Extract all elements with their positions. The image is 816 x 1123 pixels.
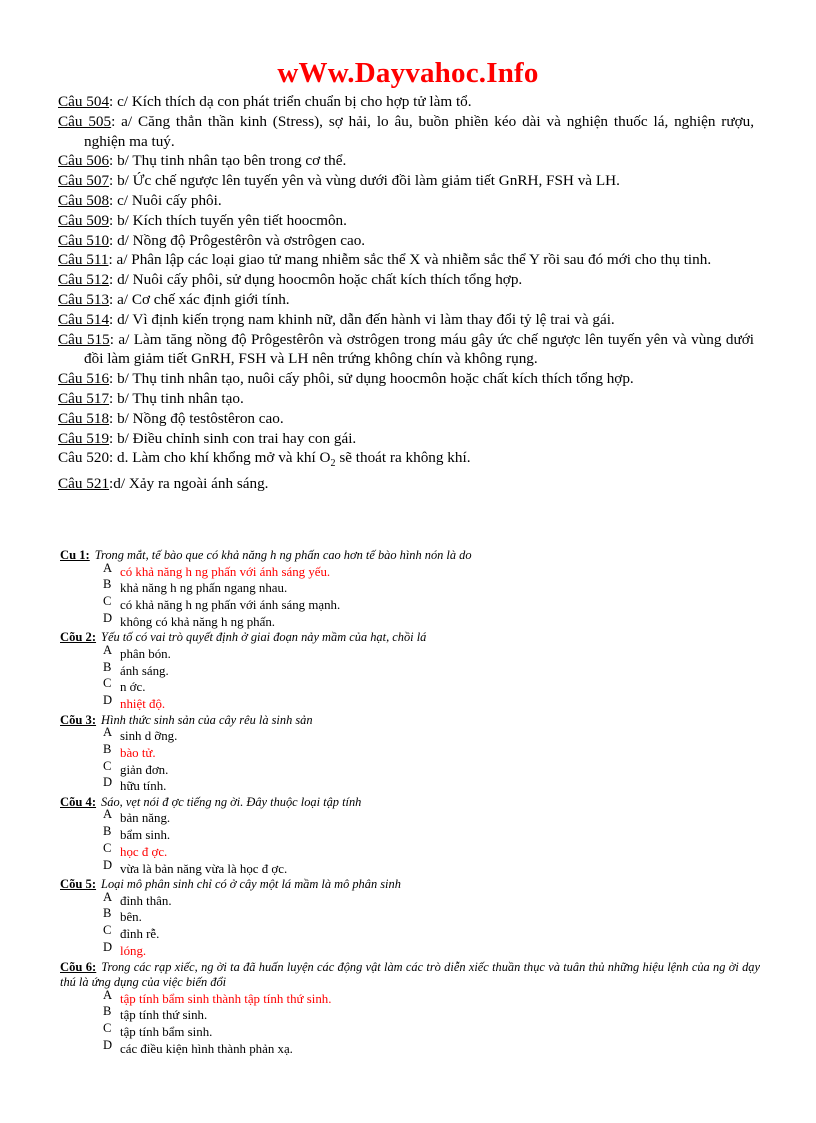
answer-item [58, 330, 754, 370]
option-text: đỉnh rễ. [120, 927, 160, 942]
answer-option [60, 923, 760, 943]
answer-key [58, 92, 754, 494]
answer-option [60, 1037, 760, 1058]
quiz-question [60, 795, 760, 877]
option-text: tập tính bẩm sinh thành tập tính thứ sinh. [120, 991, 332, 1006]
quiz-section [60, 548, 760, 1057]
answer-option [60, 610, 760, 631]
answer-item [58, 112, 754, 152]
option-text: n ớc. [120, 680, 146, 695]
answer-number: Câu 506 [58, 152, 110, 170]
option-text: các điều kiện hình thành phản xạ. [120, 1041, 293, 1056]
answer-text: : b/ Ức chế ngược lên tuyến yên và vùng dưới đồi làm giảm tiết GnRH, FSH và LH. [109, 172, 620, 190]
answer-number: Câu 514 [58, 310, 110, 328]
option-letter: A [103, 807, 113, 822]
answer-option [60, 741, 760, 762]
option-text: không có khả năng h ng phấn. [120, 614, 276, 629]
answer-number: Câu 507 [58, 172, 110, 190]
answer-option [60, 1004, 760, 1024]
answer-option [60, 939, 760, 960]
answer-option [60, 906, 760, 926]
answer-text: : c/ Nuôi cấy phôi. [109, 191, 222, 209]
answer-text: : b/ Thụ tinh nhân tạo bên trong cơ thể. [109, 152, 347, 170]
site-title: wWw.Dayvahoc.Info [277, 57, 539, 89]
option-letter: D [103, 857, 113, 872]
answer-item [58, 92, 754, 112]
option-text: nhiệt độ. [120, 696, 166, 711]
quiz-question [60, 548, 760, 630]
answer-text: : b/ Kích thích tuyến yên tiết hoocmôn. [109, 211, 347, 229]
answer-number: Câu 510 [58, 231, 110, 249]
answer-number: Câu 511 [58, 251, 109, 269]
quiz-question [60, 630, 760, 712]
answer-text: : b/ Nồng độ testôstêron cao. [109, 409, 284, 427]
answer-number: Câu 504 [58, 93, 110, 110]
question-text: Trong mắt, tế bào que có khả năng h ng phấn cao hơn tế bào hình nón là do [94, 548, 472, 562]
option-letter: C [103, 923, 112, 938]
answer-option [60, 725, 760, 745]
answer-item [58, 231, 754, 251]
option-text: bản năng. [120, 811, 171, 826]
question-label: Cu 1: [60, 548, 90, 562]
option-letter: D [103, 939, 113, 954]
option-text: vừa là bản năng vừa là học đ ợc. [120, 861, 288, 876]
question-label: Cõu 3: [60, 712, 97, 727]
question-text: Yếu tố có vai trò quyết định ở giai đoạn nảy mầm của hạt, chồi lá [101, 630, 427, 645]
option-letter: C [103, 593, 112, 608]
option-letter: A [103, 987, 113, 1002]
answer-text: : d/ Nồng độ Prôgestêrôn và ơstrôgen cao. [109, 231, 366, 249]
question-header [60, 877, 760, 893]
answer-number: Câu 509 [58, 211, 110, 229]
answer-item [58, 369, 754, 389]
answer-option [60, 775, 760, 795]
quiz-question [60, 960, 760, 1058]
option-text: có khả năng h ng phấn với ánh sáng yếu. [120, 564, 331, 579]
option-letter: A [103, 560, 113, 575]
option-text: bẩm sinh. [120, 828, 171, 843]
option-text: bên. [120, 910, 142, 925]
answer-text: : b/ Điều chỉnh sinh con trai hay con gái. [109, 429, 357, 447]
answer-text: : b/ Thụ tinh nhân tạo, nuôi cấy phôi, sử dụng hoocmôn hoặc chất kích thích tổng hợp. [109, 370, 634, 388]
option-letter: D [103, 1037, 113, 1052]
answer-item [58, 310, 754, 330]
option-text: hữu tính. [120, 779, 167, 794]
answer-text: : a/ Làm tăng nồng độ Prôgestêrôn và ơstrôgen trong máu gây ức chế ngược lên tuyến yên và vùng dưới đồi làm giảm tiết GnRH, FSH và LH nên trứng không chín và không rụng. [84, 330, 755, 368]
answer-option [60, 692, 760, 713]
option-letter: B [103, 1004, 112, 1019]
option-text: lóng. [120, 943, 147, 958]
answer-item [58, 211, 754, 231]
option-text: đỉnh thân. [120, 893, 172, 908]
question-text: Sáo, vẹt nói đ ợc tiếng ng ời. Đây thuộc loại tập tính [101, 794, 362, 809]
option-letter: C [103, 1020, 112, 1035]
option-text: có khả năng h ng phấn với ánh sáng mạnh. [120, 597, 341, 612]
option-text: ánh sáng. [120, 663, 169, 678]
question-label: Cõu 2: [60, 630, 97, 645]
question-header [60, 713, 760, 729]
question-text: Hình thức sinh sản của cây rêu là sinh sản [101, 712, 313, 727]
answer-option [60, 824, 760, 844]
answer-number: Câu 516 [58, 370, 110, 388]
question-header [60, 960, 760, 991]
option-letter: C [103, 676, 112, 691]
option-text: khả năng h ng phấn ngang nhau. [120, 581, 288, 596]
option-letter: D [103, 692, 113, 707]
option-text: tập tính bẩm sinh. [120, 1024, 213, 1039]
option-letter: D [103, 610, 113, 625]
question-text: Loại mô phân sinh chỉ có ở cây một lá mầm là mô phân sinh [101, 877, 401, 892]
answer-520-suffix: sẽ thoát ra không khí. [335, 449, 471, 467]
quiz-question [60, 713, 760, 795]
answer-number: Câu 508 [58, 191, 110, 209]
answer-number: Câu 512 [58, 271, 110, 289]
answer-option [60, 857, 760, 878]
answer-text: : a/ Phân lập các loại giao tử mang nhiễm sắc thể X và nhiễm sắc thể Y rồi sau đó mới cho thụ tinh. [108, 251, 712, 269]
answer-521-number: Câu 521 [58, 475, 110, 493]
option-letter: C [103, 840, 112, 855]
answer-520-prefix: Câu 520: d. Làm cho khí khổng mở và khí O [58, 449, 331, 467]
answer-number: Câu 517 [58, 389, 110, 407]
question-label: Cõu 6: [60, 959, 97, 974]
option-letter: B [103, 659, 112, 674]
answer-option [60, 676, 760, 696]
answer-text: : c/ Kích thích dạ con phát triển chuẩn bị cho hợp tử làm tổ. [109, 93, 472, 110]
answer-option [60, 659, 760, 680]
answer-number: Câu 505 [58, 112, 112, 130]
answer-item [58, 151, 754, 171]
answer-item [58, 171, 754, 191]
answer-520 [58, 448, 754, 474]
option-text: giản đơn. [120, 762, 169, 777]
answer-item [58, 389, 754, 409]
question-header [60, 548, 760, 564]
answer-text: : d/ Vì định kiến trọng nam khinh nữ, dẫn đến hành vi làm thay đổi tỷ lệ trai và gái. [109, 310, 615, 328]
option-letter: A [103, 889, 113, 904]
answer-text: : a/ Căng thẳn thần kinh (Stress), sợ hải, lo âu, buồn phiền kéo dài và nghiện thuốc lá, nghiện rượu, nghiện ma tuý. [84, 112, 754, 150]
option-text: tập tính thứ sinh. [120, 1008, 208, 1023]
option-letter: B [103, 824, 112, 839]
question-header [60, 630, 760, 646]
option-text: bào tử. [120, 745, 156, 760]
answer-option [60, 560, 760, 581]
answer-text: : b/ Thụ tinh nhân tạo. [109, 389, 244, 407]
answer-number: Câu 518 [58, 409, 110, 427]
option-letter: B [103, 906, 112, 921]
answer-item [58, 429, 754, 449]
answer-number: Câu 515 [58, 330, 110, 348]
answer-option [60, 840, 760, 861]
answer-option [60, 593, 760, 614]
option-letter: A [103, 725, 113, 740]
answer-item [58, 409, 754, 429]
question-text: Trong các rạp xiếc, ng ời ta đã huấn luyện các động vật làm các trò diễn xiếc thuần thục và tuân thủ những hiệu lệnh của ng ời dạy thú là ứng dụng của việc biến đổi [60, 959, 760, 990]
answer-text: : d/ Nuôi cấy phôi, sử dụng hoocmôn hoặc chất kích thích tổng hợp. [109, 271, 523, 289]
option-text: phân bón. [120, 646, 171, 661]
answer-520-subscript: 2 [330, 458, 336, 470]
question-header [60, 795, 760, 811]
option-letter: D [103, 775, 113, 790]
answer-option [60, 642, 760, 663]
answer-option [60, 1020, 760, 1041]
answer-option [60, 758, 760, 779]
answer-option [60, 807, 760, 827]
answer-option [60, 577, 760, 597]
question-label: Cõu 5: [60, 877, 97, 892]
answer-option [60, 987, 760, 1008]
option-letter: A [103, 642, 113, 657]
option-letter: B [103, 741, 112, 756]
option-text: học đ ợc. [120, 844, 168, 859]
answer-item [58, 270, 754, 290]
answer-text: : a/ Cơ chế xác định giới tính. [109, 290, 290, 308]
answer-number: Câu 519 [58, 429, 110, 447]
answer-item [58, 290, 754, 310]
option-letter: B [103, 577, 112, 592]
answer-item [58, 250, 754, 270]
option-text: sinh d ỡng. [120, 729, 178, 744]
answer-item [58, 191, 754, 211]
answer-521 [58, 474, 754, 494]
answer-number: Câu 513 [58, 290, 110, 308]
question-label: Cõu 4: [60, 794, 97, 809]
quiz-question [60, 877, 760, 959]
answer-option [60, 889, 760, 910]
answer-521-text: :d/ Xảy ra ngoài ánh sáng. [109, 475, 269, 493]
option-letter: C [103, 758, 112, 773]
